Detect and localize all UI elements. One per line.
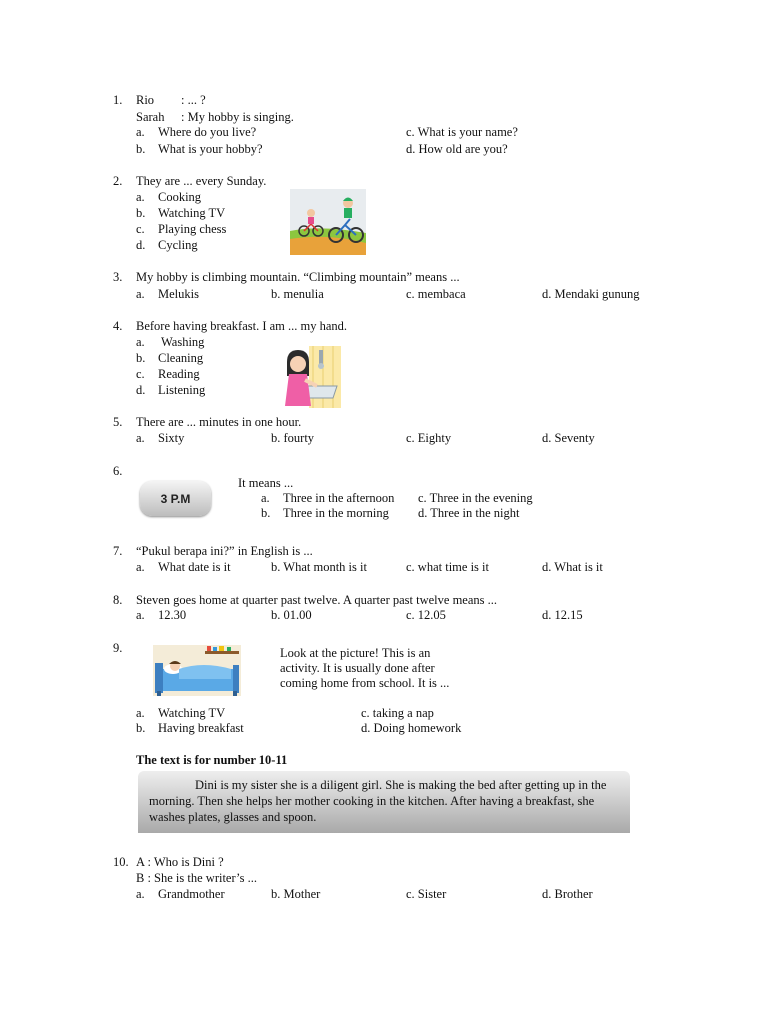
q8-option-a: 12.30 bbox=[158, 608, 187, 622]
question-2-number: 2. bbox=[113, 174, 123, 188]
q2-letter-a: a. bbox=[136, 190, 145, 204]
question-7-number: 7. bbox=[113, 544, 123, 558]
q6-letter-b: b. bbox=[261, 506, 271, 520]
q8-option-d: d. 12.15 bbox=[542, 608, 583, 622]
washing-hands-image bbox=[279, 346, 341, 408]
q8-option-b: b. 01.00 bbox=[271, 608, 312, 622]
q8-text: Steven goes home at quarter past twelve. A quarter past twelve means ... bbox=[136, 593, 498, 607]
q8-option-c: c. 12.05 bbox=[406, 608, 446, 622]
q2-option-a: Cooking bbox=[158, 190, 202, 204]
question-10-number: 10. bbox=[113, 855, 129, 869]
q5-option-a: Sixty bbox=[158, 431, 185, 445]
question-5-number: 5. bbox=[113, 415, 123, 429]
q9-option-d: d. Doing homework bbox=[361, 721, 462, 735]
q1-letter-a: a. bbox=[136, 125, 145, 139]
q7-text: “Pukul berapa ini?” in English is ... bbox=[136, 544, 313, 558]
q1-option-c: c. What is your name? bbox=[406, 125, 518, 139]
q4-option-b: Cleaning bbox=[158, 351, 204, 365]
q3-option-a: Melukis bbox=[158, 287, 199, 301]
q10-line-a: A : Who is Dini ? bbox=[136, 855, 224, 869]
question-4-number: 4. bbox=[113, 319, 123, 333]
q1-speaker-sarah: Sarah bbox=[136, 110, 165, 124]
q2-text: They are ... every Sunday. bbox=[136, 174, 267, 188]
q3-option-c: c. membaca bbox=[406, 287, 466, 301]
question-6-number: 6. bbox=[113, 464, 123, 478]
q4-text: Before having breakfast. I am ... my hand. bbox=[136, 319, 348, 333]
q10-option-d: d. Brother bbox=[542, 887, 593, 901]
q4-letter-a: a. bbox=[136, 335, 145, 349]
question-9-number: 9. bbox=[113, 641, 123, 655]
q3-option-b: b. menulia bbox=[271, 287, 324, 301]
q6-option-a: Three in the afternoon bbox=[283, 491, 395, 505]
q9-option-b: Having breakfast bbox=[158, 721, 244, 735]
q1-option-a: Where do you live? bbox=[158, 125, 257, 139]
q9-letter-b: b. bbox=[136, 721, 146, 735]
q6-option-b: Three in the morning bbox=[283, 506, 389, 520]
q1-option-b: What is your hobby? bbox=[158, 142, 263, 156]
q6-letter-a: a. bbox=[261, 491, 270, 505]
q3-text: My hobby is climbing mountain. “Climbing mountain” means ... bbox=[136, 270, 460, 284]
q2-letter-b: b. bbox=[136, 206, 146, 220]
q1-speaker-rio: Rio bbox=[136, 93, 155, 107]
q9-prompt-line-1: Look at the picture! This is an bbox=[280, 646, 431, 660]
q5-option-b: b. fourty bbox=[271, 431, 315, 445]
q9-option-c: c. taking a nap bbox=[361, 706, 434, 720]
q7-option-d: d. What is it bbox=[542, 560, 603, 574]
q1-option-d: d. How old are you? bbox=[406, 142, 508, 156]
q4-letter-b: b. bbox=[136, 351, 146, 365]
q6-option-c: c. Three in the evening bbox=[418, 491, 533, 505]
q10-option-a: Grandmother bbox=[158, 887, 225, 901]
q4-letter-d: d. bbox=[136, 383, 146, 397]
q4-option-d: Listening bbox=[158, 383, 206, 397]
q5-letter-a: a. bbox=[136, 431, 145, 445]
q4-letter-c: c. bbox=[136, 367, 145, 381]
q4-option-a: Washing bbox=[161, 335, 205, 349]
q6-text: It means ... bbox=[238, 476, 294, 490]
passage-heading: The text is for number 10-11 bbox=[136, 753, 288, 767]
q2-option-d: Cycling bbox=[158, 238, 198, 252]
question-3-number: 3. bbox=[113, 270, 123, 284]
time-badge: 3 P.M bbox=[140, 481, 211, 516]
q1-line-sarah: : My hobby is singing. bbox=[181, 110, 294, 124]
q10-letter-a: a. bbox=[136, 887, 145, 901]
q9-letter-a: a. bbox=[136, 706, 145, 720]
q6-option-d: d. Three in the night bbox=[418, 506, 520, 520]
q5-option-c: c. Eighty bbox=[406, 431, 452, 445]
q10-line-b: B : She is the writer’s ... bbox=[136, 871, 257, 885]
q4-option-c: Reading bbox=[158, 367, 200, 381]
q5-option-d: d. Seventy bbox=[542, 431, 595, 445]
q7-option-a: What date is it bbox=[158, 560, 231, 574]
q3-option-d: d. Mendaki gunung bbox=[542, 287, 640, 301]
q2-option-b: Watching TV bbox=[158, 206, 226, 220]
q2-option-c: Playing chess bbox=[158, 222, 227, 236]
q5-text: There are ... minutes in one hour. bbox=[136, 415, 302, 429]
q7-letter-a: a. bbox=[136, 560, 145, 574]
q9-prompt-line-2: activity. It is usually done after bbox=[280, 661, 435, 675]
q10-option-b: b. Mother bbox=[271, 887, 321, 901]
sleeping-child-image bbox=[153, 645, 241, 696]
q7-option-b: b. What month is it bbox=[271, 560, 367, 574]
q1-letter-b: b. bbox=[136, 142, 146, 156]
reading-passage-text: Dini is my sister she is a diligent girl. She is making the bed after getting up in the morning. Then she helps her mother cooking in the kitchen. After having a breakfast, she washes plates, glasses and spoon. bbox=[149, 778, 607, 824]
reading-passage-box bbox=[138, 771, 630, 833]
q2-letter-c: c. bbox=[136, 222, 145, 236]
q9-prompt-line-3: coming home from school. It is ... bbox=[280, 676, 450, 690]
q2-letter-d: d. bbox=[136, 238, 146, 252]
q10-option-c: c. Sister bbox=[406, 887, 447, 901]
q7-option-c: c. what time is it bbox=[406, 560, 489, 574]
q3-letter-a: a. bbox=[136, 287, 145, 301]
question-8-number: 8. bbox=[113, 593, 123, 607]
question-1-number: 1. bbox=[113, 93, 123, 107]
q1-line-rio: : ... ? bbox=[181, 93, 206, 107]
q8-letter-a: a. bbox=[136, 608, 145, 622]
q9-option-a: Watching TV bbox=[158, 706, 226, 720]
cycling-children-image bbox=[290, 189, 366, 255]
